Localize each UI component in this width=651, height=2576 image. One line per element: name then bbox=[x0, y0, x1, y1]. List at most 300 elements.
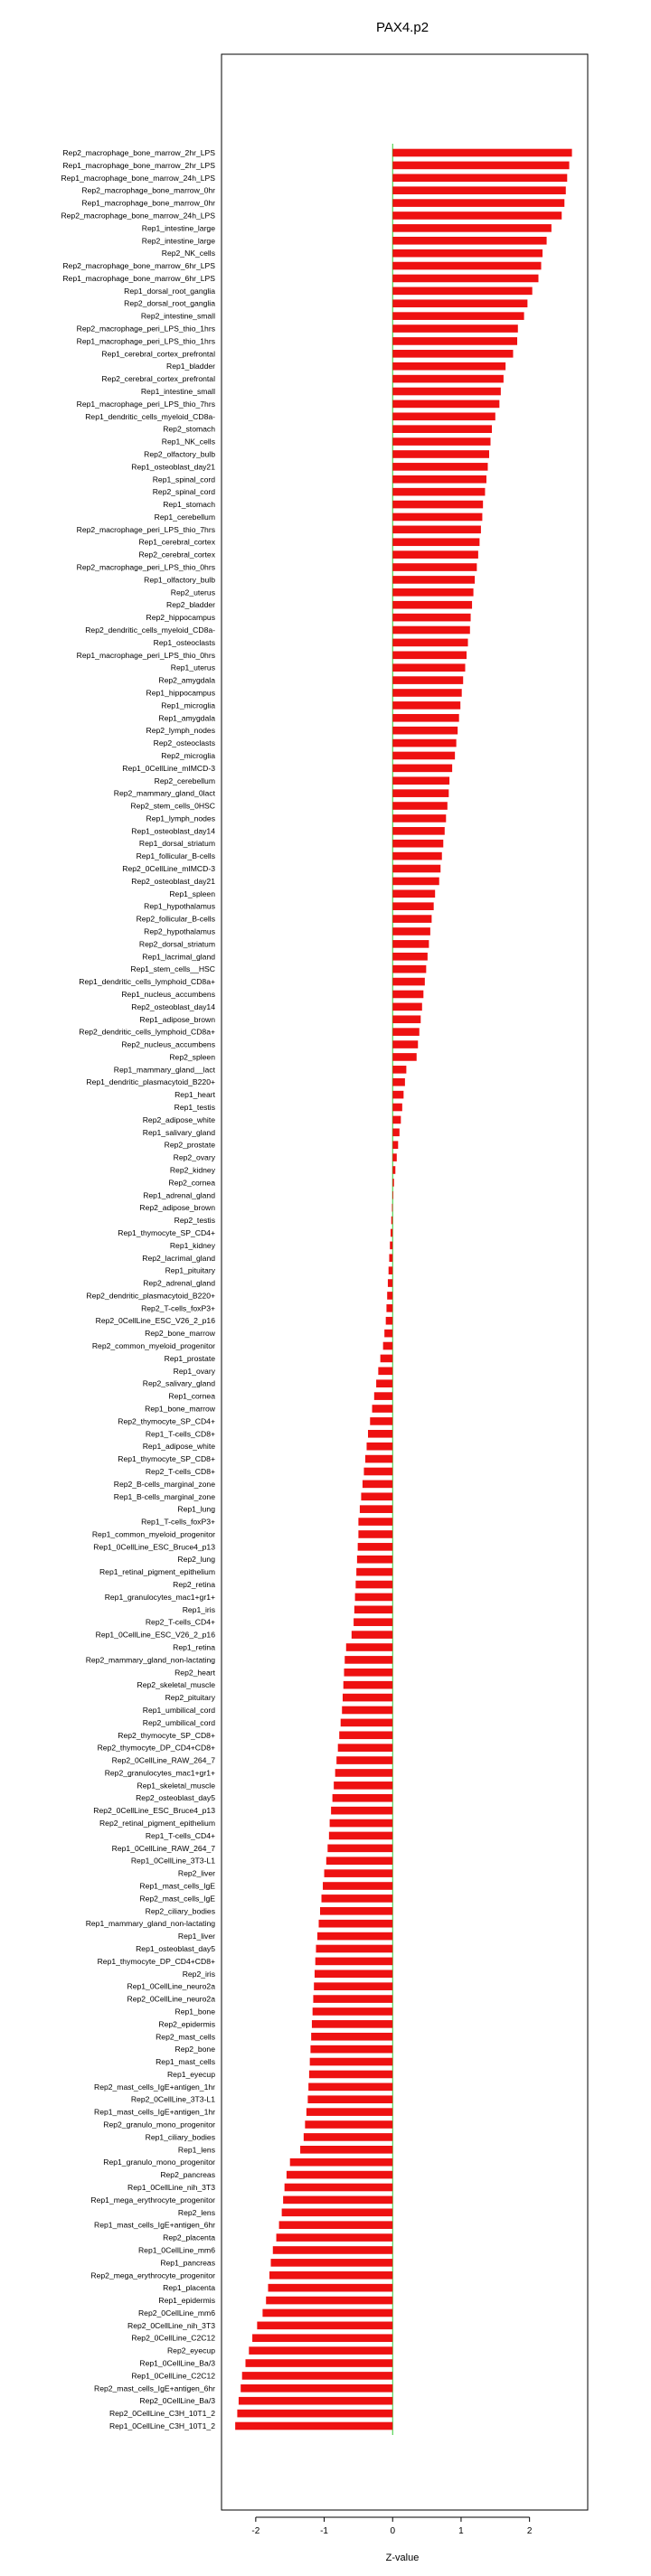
category-label: Rep1_cerebral_cortex_prefrontal bbox=[101, 349, 215, 359]
category-label: Rep2_retina bbox=[173, 1580, 215, 1590]
category-label: Rep2_osteoblast_day5 bbox=[136, 1793, 215, 1803]
category-label: Rep1_nucleus_accumbens bbox=[121, 989, 215, 999]
category-label: Rep2_thymocyte_DP_CD4+CD8+ bbox=[97, 1743, 215, 1753]
category-label: Rep2_NK_cells bbox=[161, 249, 215, 259]
bar bbox=[392, 337, 517, 345]
bar bbox=[313, 1995, 392, 2003]
category-label: Rep1_macrophage_bone_marrow_24h_LPS bbox=[61, 173, 215, 183]
bar bbox=[392, 701, 460, 710]
category-label: Rep1_dorsal_striatum bbox=[138, 839, 215, 849]
category-label: Rep2_adipose_white bbox=[142, 1114, 215, 1124]
bar bbox=[326, 1857, 392, 1865]
category-label: Rep2_retinal_pigment_epithelium bbox=[99, 1819, 215, 1829]
bar bbox=[392, 865, 440, 873]
bar bbox=[392, 375, 504, 383]
category-label: Rep1_common_myeloid_progenitor bbox=[91, 1529, 215, 1539]
category-label: Rep2_hypothalamus bbox=[144, 926, 215, 936]
bar bbox=[392, 1104, 402, 1112]
bar bbox=[352, 1631, 392, 1639]
bar bbox=[344, 1681, 393, 1689]
bar bbox=[392, 212, 561, 220]
bar bbox=[307, 2108, 392, 2116]
category-label: Rep2_iris bbox=[182, 1969, 215, 1979]
bar bbox=[277, 2233, 393, 2242]
category-label: Rep1_amygdala bbox=[158, 713, 215, 723]
bar bbox=[354, 1606, 392, 1614]
category-label: Rep2_mast_cells_IgE+antigen_6hr bbox=[93, 2383, 215, 2393]
bar bbox=[373, 1405, 393, 1413]
category-label: Rep2_granulocytes_mac1+gr1+ bbox=[104, 1768, 215, 1778]
category-label: Rep1_adipose_brown bbox=[139, 1014, 215, 1024]
category-label: Rep1_0CellLine_mIMCD-3 bbox=[122, 763, 215, 773]
bar bbox=[389, 1254, 392, 1262]
category-label: Rep1_0CellLine_3T3-L1 bbox=[130, 1856, 215, 1866]
x-tick-label: -1 bbox=[320, 2526, 329, 2536]
category-label: Rep1_cornea bbox=[168, 1391, 215, 1401]
bar bbox=[237, 2410, 392, 2418]
x-axis bbox=[251, 2517, 532, 2536]
bar bbox=[392, 940, 429, 948]
bar bbox=[331, 1807, 392, 1815]
category-label: Rep2_granulo_mono_progenitor bbox=[103, 2120, 215, 2129]
bar bbox=[392, 814, 446, 823]
category-label: Rep1_thymocyte_SP_CD4+ bbox=[118, 1227, 215, 1237]
category-label: Rep2_0CellLine_mIMCD-3 bbox=[122, 864, 215, 874]
category-label: Rep1_dorsal_root_ganglia bbox=[124, 286, 215, 296]
bar bbox=[392, 538, 479, 546]
category-label: Rep1_stem_cells__HSC bbox=[130, 964, 215, 974]
category-label: Rep2_dendritic_cells_myeloid_CD8a- bbox=[85, 625, 215, 635]
bar bbox=[392, 902, 433, 910]
category-label: Rep1_macrophage_bone_marrow_0hr bbox=[81, 198, 215, 208]
bar bbox=[392, 1078, 405, 1086]
category-label: Rep2_0CellLine_C3H_10T1_2 bbox=[108, 2409, 215, 2419]
category-label: Rep2_macrophage_peri_LPS_thio_1hrs bbox=[76, 324, 215, 334]
category-label: Rep2_osteoblast_day21 bbox=[131, 876, 215, 886]
bar bbox=[392, 889, 435, 898]
category-label: Rep1_lens bbox=[177, 2145, 215, 2155]
category-label: Rep2_T-cells_CD8+ bbox=[145, 1466, 215, 1476]
category-label: Rep1_cerebellum bbox=[154, 512, 215, 522]
bar bbox=[388, 1279, 392, 1287]
bar bbox=[257, 2322, 392, 2330]
bar bbox=[386, 1317, 393, 1325]
bar bbox=[368, 1430, 392, 1438]
x-tick-label: 1 bbox=[458, 2526, 464, 2536]
category-label: Rep1_B-cells_marginal_zone bbox=[113, 1491, 215, 1501]
bar bbox=[392, 802, 448, 810]
category-label: Rep2_thymocyte_SP_CD8+ bbox=[118, 1730, 215, 1740]
category-label: Rep1_thymocyte_DP_CD4+CD8+ bbox=[97, 1956, 215, 1966]
bar bbox=[392, 513, 482, 522]
category-label: Rep1_adipose_white bbox=[142, 1442, 215, 1452]
bar bbox=[310, 2045, 392, 2054]
bar bbox=[392, 714, 458, 722]
category-label: Rep2_mast_cells_IgE+antigen_1hr bbox=[93, 2082, 215, 2092]
category-label: Rep1_kidney bbox=[169, 1240, 215, 1250]
category-label: Rep1_pancreas bbox=[160, 2258, 215, 2268]
category-label: Rep1_retina bbox=[173, 1642, 215, 1652]
category-label: Rep2_0CellLine_ESC_V26_2_p16 bbox=[95, 1316, 215, 1326]
category-label: Rep1_stomach bbox=[163, 500, 215, 510]
category-label: Rep1_follicular_B-cells bbox=[136, 851, 215, 861]
category-label: Rep1_uterus bbox=[170, 663, 215, 672]
category-label: Rep1_hypothalamus bbox=[144, 901, 215, 911]
bar bbox=[392, 1091, 403, 1099]
category-label: Rep1_lacrimal_gland bbox=[142, 952, 215, 962]
bar bbox=[392, 588, 473, 597]
category-label: Rep1_0CellLine_ESC_Bruce4_p13 bbox=[93, 1542, 215, 1552]
bar bbox=[341, 1719, 393, 1727]
bar bbox=[392, 852, 442, 860]
bar bbox=[381, 1355, 393, 1363]
category-label: Rep2_follicular_B-cells bbox=[136, 914, 215, 924]
category-label: Rep1_mast_cells_IgE+antigen_6hr bbox=[93, 2220, 215, 2230]
bar bbox=[383, 1342, 393, 1350]
bar bbox=[392, 765, 452, 773]
bar bbox=[330, 1819, 393, 1828]
bar bbox=[279, 2221, 393, 2229]
category-label: Rep1_mast_cells bbox=[156, 2057, 215, 2067]
category-label: Rep2_mast_cells_IgE bbox=[139, 1894, 215, 1904]
bar bbox=[392, 162, 569, 170]
bar bbox=[392, 639, 467, 647]
bar bbox=[392, 978, 425, 986]
bar bbox=[392, 450, 489, 458]
bar bbox=[313, 2007, 393, 2016]
category-label: Rep2_ovary bbox=[173, 1152, 215, 1162]
bar bbox=[392, 412, 495, 420]
category-label: Rep1_macrophage_bone_marrow_6hr_LPS bbox=[62, 273, 215, 283]
category-label: Rep1_0CellLine_RAW_264_7 bbox=[111, 1843, 215, 1853]
bar bbox=[363, 1468, 392, 1476]
bar bbox=[392, 563, 476, 571]
bar bbox=[392, 388, 501, 396]
category-label: Rep1_heart bbox=[175, 1090, 215, 1100]
category-label: Rep1_T-cells_CD4+ bbox=[145, 1830, 215, 1840]
bar bbox=[305, 2120, 392, 2129]
category-label: Rep2_prostate bbox=[164, 1140, 215, 1150]
bar bbox=[307, 2095, 392, 2103]
bar bbox=[242, 2372, 393, 2380]
bar bbox=[392, 915, 431, 923]
bar bbox=[392, 174, 567, 182]
bar bbox=[392, 927, 430, 935]
category-label: Rep1_eyecup bbox=[166, 2069, 215, 2079]
category-label: Rep2_T-cells_CD4+ bbox=[145, 1617, 215, 1627]
category-label: Rep1_macrophage_peri_LPS_thio_1hrs bbox=[76, 336, 215, 346]
bar bbox=[325, 1869, 393, 1877]
category-label: Rep2_dorsal_root_ganglia bbox=[124, 298, 215, 308]
bar bbox=[285, 2184, 393, 2192]
bar bbox=[392, 362, 505, 371]
category-label: Rep2_pancreas bbox=[160, 2170, 215, 2180]
bar bbox=[392, 651, 467, 659]
category-label: Rep2_cerebral_cortex_prefrontal bbox=[101, 374, 215, 384]
bar bbox=[392, 463, 487, 471]
bar bbox=[392, 287, 532, 296]
category-label: Rep1_granulo_mono_progenitor bbox=[103, 2158, 215, 2167]
category-label: Rep2_mega_erythrocyte_progenitor bbox=[90, 2270, 215, 2280]
bar bbox=[392, 1040, 418, 1048]
category-label: Rep1_ciliary_bodies bbox=[145, 2132, 215, 2142]
category-label: Rep2_mammary_gland_non-lactating bbox=[85, 1655, 215, 1665]
category-label: Rep2_common_myeloid_progenitor bbox=[91, 1341, 215, 1351]
bar bbox=[239, 2397, 392, 2405]
bar bbox=[334, 1782, 392, 1790]
bar bbox=[354, 1618, 392, 1626]
bar bbox=[273, 2246, 392, 2254]
bar bbox=[392, 1053, 416, 1061]
bar bbox=[266, 2297, 392, 2305]
bar bbox=[358, 1518, 392, 1526]
bar bbox=[392, 1153, 397, 1161]
category-label: Rep1_mast_cells_IgE+antigen_1hr bbox=[93, 2107, 215, 2117]
bar bbox=[310, 2058, 393, 2066]
bar bbox=[392, 400, 499, 409]
bar bbox=[308, 2083, 392, 2092]
bar bbox=[316, 1958, 393, 1966]
category-label: Rep1_microglia bbox=[161, 700, 215, 710]
bar bbox=[312, 2020, 392, 2028]
bar bbox=[342, 1706, 392, 1715]
bar bbox=[271, 2259, 393, 2267]
bar bbox=[392, 676, 463, 684]
bar bbox=[392, 237, 546, 245]
category-label: Rep2_T-cells_foxP3+ bbox=[141, 1303, 215, 1313]
bar bbox=[378, 1368, 392, 1376]
bar bbox=[344, 1669, 393, 1677]
category-label: Rep2_cerebellum bbox=[154, 776, 215, 785]
category-label: Rep2_skeletal_muscle bbox=[137, 1680, 215, 1690]
bar bbox=[392, 1217, 393, 1225]
bar bbox=[392, 789, 448, 797]
bar bbox=[363, 1481, 392, 1489]
category-label: Rep1_granulocytes_mac1+gr1+ bbox=[104, 1592, 215, 1602]
category-label: Rep2_0CellLine_neuro2a bbox=[127, 1994, 215, 2004]
bar bbox=[392, 776, 449, 785]
bar bbox=[392, 827, 445, 835]
bar bbox=[392, 663, 465, 672]
bar bbox=[392, 299, 527, 307]
bar bbox=[392, 324, 518, 333]
bar bbox=[392, 437, 490, 446]
category-label: Rep2_lymph_nodes bbox=[146, 726, 215, 736]
category-label: Rep1_salivary_gland bbox=[142, 1127, 215, 1137]
category-label: Rep1_liver bbox=[177, 1932, 215, 1941]
bar bbox=[392, 1141, 398, 1149]
bar bbox=[282, 2208, 393, 2216]
x-tick-label: 2 bbox=[526, 2526, 533, 2536]
category-label: Rep1_osteoclasts bbox=[153, 637, 215, 647]
category-label: Rep2_spinal_cord bbox=[152, 487, 215, 497]
category-label: Rep2_osteoblast_day14 bbox=[131, 1001, 215, 1011]
x-tick-label: 0 bbox=[390, 2526, 396, 2536]
category-label: Rep1_mammary_gland__lact bbox=[113, 1065, 215, 1075]
bar bbox=[344, 1656, 392, 1664]
bar bbox=[392, 186, 566, 194]
bar bbox=[389, 1266, 393, 1274]
category-label: Rep1_dendritic_cells_lymphoid_CD8a+ bbox=[79, 977, 215, 987]
category-label: Rep2_pituitary bbox=[165, 1693, 215, 1703]
bar bbox=[392, 614, 470, 622]
bar bbox=[309, 2071, 392, 2079]
bar bbox=[392, 878, 439, 886]
chart-title: PAX4.p2 bbox=[375, 20, 429, 35]
category-label: Rep1_epidermis bbox=[158, 2296, 215, 2306]
bar bbox=[392, 991, 423, 999]
category-label: Rep2_olfactory_bulb bbox=[144, 449, 215, 459]
bar bbox=[392, 1166, 395, 1174]
bar bbox=[300, 2146, 392, 2154]
category-label: Rep1_lung bbox=[177, 1504, 215, 1514]
bar bbox=[390, 1242, 392, 1250]
bar bbox=[335, 1769, 393, 1777]
category-label: Rep1_osteoblast_day5 bbox=[136, 1943, 215, 1953]
category-label: Rep1_T-cells_CD8+ bbox=[145, 1429, 215, 1439]
bar bbox=[392, 249, 542, 258]
bar bbox=[392, 752, 455, 760]
category-label: Rep1_NK_cells bbox=[161, 437, 215, 447]
bar bbox=[392, 488, 485, 496]
bar bbox=[311, 2033, 392, 2041]
category-labels-group bbox=[61, 148, 215, 2430]
bar bbox=[268, 2284, 392, 2292]
bar bbox=[269, 2271, 392, 2280]
bar bbox=[376, 1379, 392, 1387]
bar bbox=[392, 1028, 420, 1036]
bars-group bbox=[235, 149, 571, 2430]
category-label: Rep1_lymph_nodes bbox=[146, 813, 215, 823]
bar bbox=[314, 1982, 392, 1990]
category-label: Rep1_testis bbox=[174, 1103, 215, 1113]
category-label: Rep2_kidney bbox=[169, 1165, 215, 1175]
category-label: Rep1_prostate bbox=[164, 1353, 215, 1363]
category-label: Rep1_0CellLine_ESC_V26_2_p16 bbox=[95, 1630, 215, 1640]
bar bbox=[245, 2359, 392, 2367]
bar bbox=[327, 1845, 392, 1853]
bar bbox=[392, 1191, 393, 1199]
bar bbox=[374, 1392, 392, 1400]
category-label: Rep2_macrophage_bone_marrow_2hr_LPS bbox=[62, 148, 215, 157]
bar bbox=[361, 1492, 392, 1500]
category-label: Rep1_hippocampus bbox=[146, 688, 215, 698]
category-label: Rep2_lung bbox=[177, 1555, 215, 1565]
category-label: Rep1_0CellLine_neuro2a bbox=[127, 1981, 215, 1991]
bar bbox=[317, 1932, 392, 1941]
bar bbox=[360, 1505, 392, 1513]
bar bbox=[392, 425, 492, 433]
category-label: Rep2_macrophage_bone_marrow_0hr bbox=[81, 185, 215, 195]
category-label: Rep1_osteoblast_day21 bbox=[131, 462, 215, 472]
category-label: Rep1_olfactory_bulb bbox=[144, 575, 215, 585]
category-label: Rep1_cerebral_cortex bbox=[138, 537, 215, 547]
category-label: Rep2_dorsal_striatum bbox=[138, 939, 215, 949]
bar bbox=[392, 1116, 401, 1124]
category-label: Rep2_0CellLine_nih_3T3 bbox=[127, 2320, 215, 2330]
category-label: Rep2_dendritic_plasmacytoid_B220+ bbox=[86, 1291, 215, 1301]
category-label: Rep2_stomach bbox=[163, 424, 215, 434]
bar bbox=[392, 550, 478, 559]
category-label: Rep2_eyecup bbox=[166, 2346, 215, 2355]
category-label: Rep1_bone bbox=[175, 2007, 215, 2017]
bar bbox=[392, 1066, 406, 1074]
category-label: Rep1_bone_marrow bbox=[145, 1404, 215, 1414]
bar bbox=[336, 1756, 392, 1764]
category-label: Rep2_0CellLine_RAW_264_7 bbox=[111, 1755, 215, 1765]
category-label: Rep2_macrophage_peri_LPS_thio_7hrs bbox=[76, 524, 215, 534]
bar bbox=[355, 1594, 393, 1602]
category-label: Rep1_0CellLine_mm6 bbox=[137, 2245, 215, 2255]
bar bbox=[287, 2171, 392, 2179]
bar bbox=[322, 1894, 393, 1903]
category-label: Rep2_macrophage_peri_LPS_thio_0hrs bbox=[76, 562, 215, 572]
category-label: Rep2_lacrimal_gland bbox=[142, 1253, 215, 1263]
bar bbox=[358, 1530, 392, 1538]
bar bbox=[235, 2422, 392, 2430]
category-label: Rep1_dendritic_plasmacytoid_B220+ bbox=[86, 1077, 215, 1087]
category-label: Rep1_0CellLine_Ba/3 bbox=[139, 2358, 215, 2368]
category-label: Rep2_0CellLine_Ba/3 bbox=[139, 2396, 215, 2406]
bar bbox=[283, 2196, 392, 2205]
category-label: Rep2_liver bbox=[177, 1868, 215, 1878]
bar bbox=[392, 1129, 400, 1137]
category-label: Rep2_thymocyte_SP_CD4+ bbox=[118, 1416, 215, 1426]
bar bbox=[392, 275, 538, 283]
bar bbox=[241, 2384, 392, 2393]
category-label: Rep2_heart bbox=[175, 1668, 215, 1678]
bar bbox=[252, 2334, 392, 2342]
category-label: Rep2_0CellLine_3T3-L1 bbox=[130, 2094, 215, 2104]
category-label: Rep1_bladder bbox=[166, 362, 215, 371]
bar bbox=[365, 1455, 392, 1463]
bar bbox=[392, 1179, 394, 1187]
bar bbox=[346, 1643, 392, 1651]
bar bbox=[392, 224, 552, 232]
bar bbox=[357, 1556, 392, 1564]
category-label: Rep2_ciliary_bodies bbox=[145, 1906, 215, 1916]
bar bbox=[329, 1832, 392, 1840]
category-label: Rep1_iris bbox=[182, 1604, 215, 1614]
category-label: Rep2_adrenal_gland bbox=[143, 1278, 215, 1288]
category-label: Rep2_epidermis bbox=[158, 2019, 215, 2029]
bar bbox=[392, 312, 524, 320]
bar bbox=[392, 953, 428, 961]
category-label: Rep2_osteoclasts bbox=[153, 738, 215, 748]
category-label: Rep2_mammary_gland_0lact bbox=[113, 788, 215, 798]
bar bbox=[392, 601, 472, 609]
category-label: Rep1_osteoblast_day14 bbox=[131, 826, 215, 836]
bar bbox=[320, 1907, 392, 1915]
bar bbox=[392, 727, 458, 735]
category-label: Rep2_cornea bbox=[168, 1178, 215, 1188]
bar bbox=[249, 2346, 392, 2355]
bar bbox=[338, 1744, 393, 1752]
bar bbox=[333, 1794, 393, 1802]
category-label: Rep1_skeletal_muscle bbox=[137, 1781, 215, 1791]
bar bbox=[392, 501, 483, 509]
category-label: Rep2_uterus bbox=[170, 588, 215, 597]
category-label: Rep2_dendritic_cells_lymphoid_CD8a+ bbox=[79, 1027, 215, 1037]
bar bbox=[392, 475, 486, 484]
category-label: Rep1_macrophage_bone_marrow_2hr_LPS bbox=[62, 160, 215, 170]
bar bbox=[355, 1581, 392, 1589]
category-label: Rep2_placenta bbox=[163, 2233, 215, 2242]
category-label: Rep2_stem_cells_0HSC bbox=[130, 801, 215, 811]
category-label: Rep1_macrophage_peri_LPS_thio_0hrs bbox=[76, 650, 215, 660]
bar bbox=[323, 1882, 392, 1890]
bar bbox=[391, 1229, 392, 1237]
